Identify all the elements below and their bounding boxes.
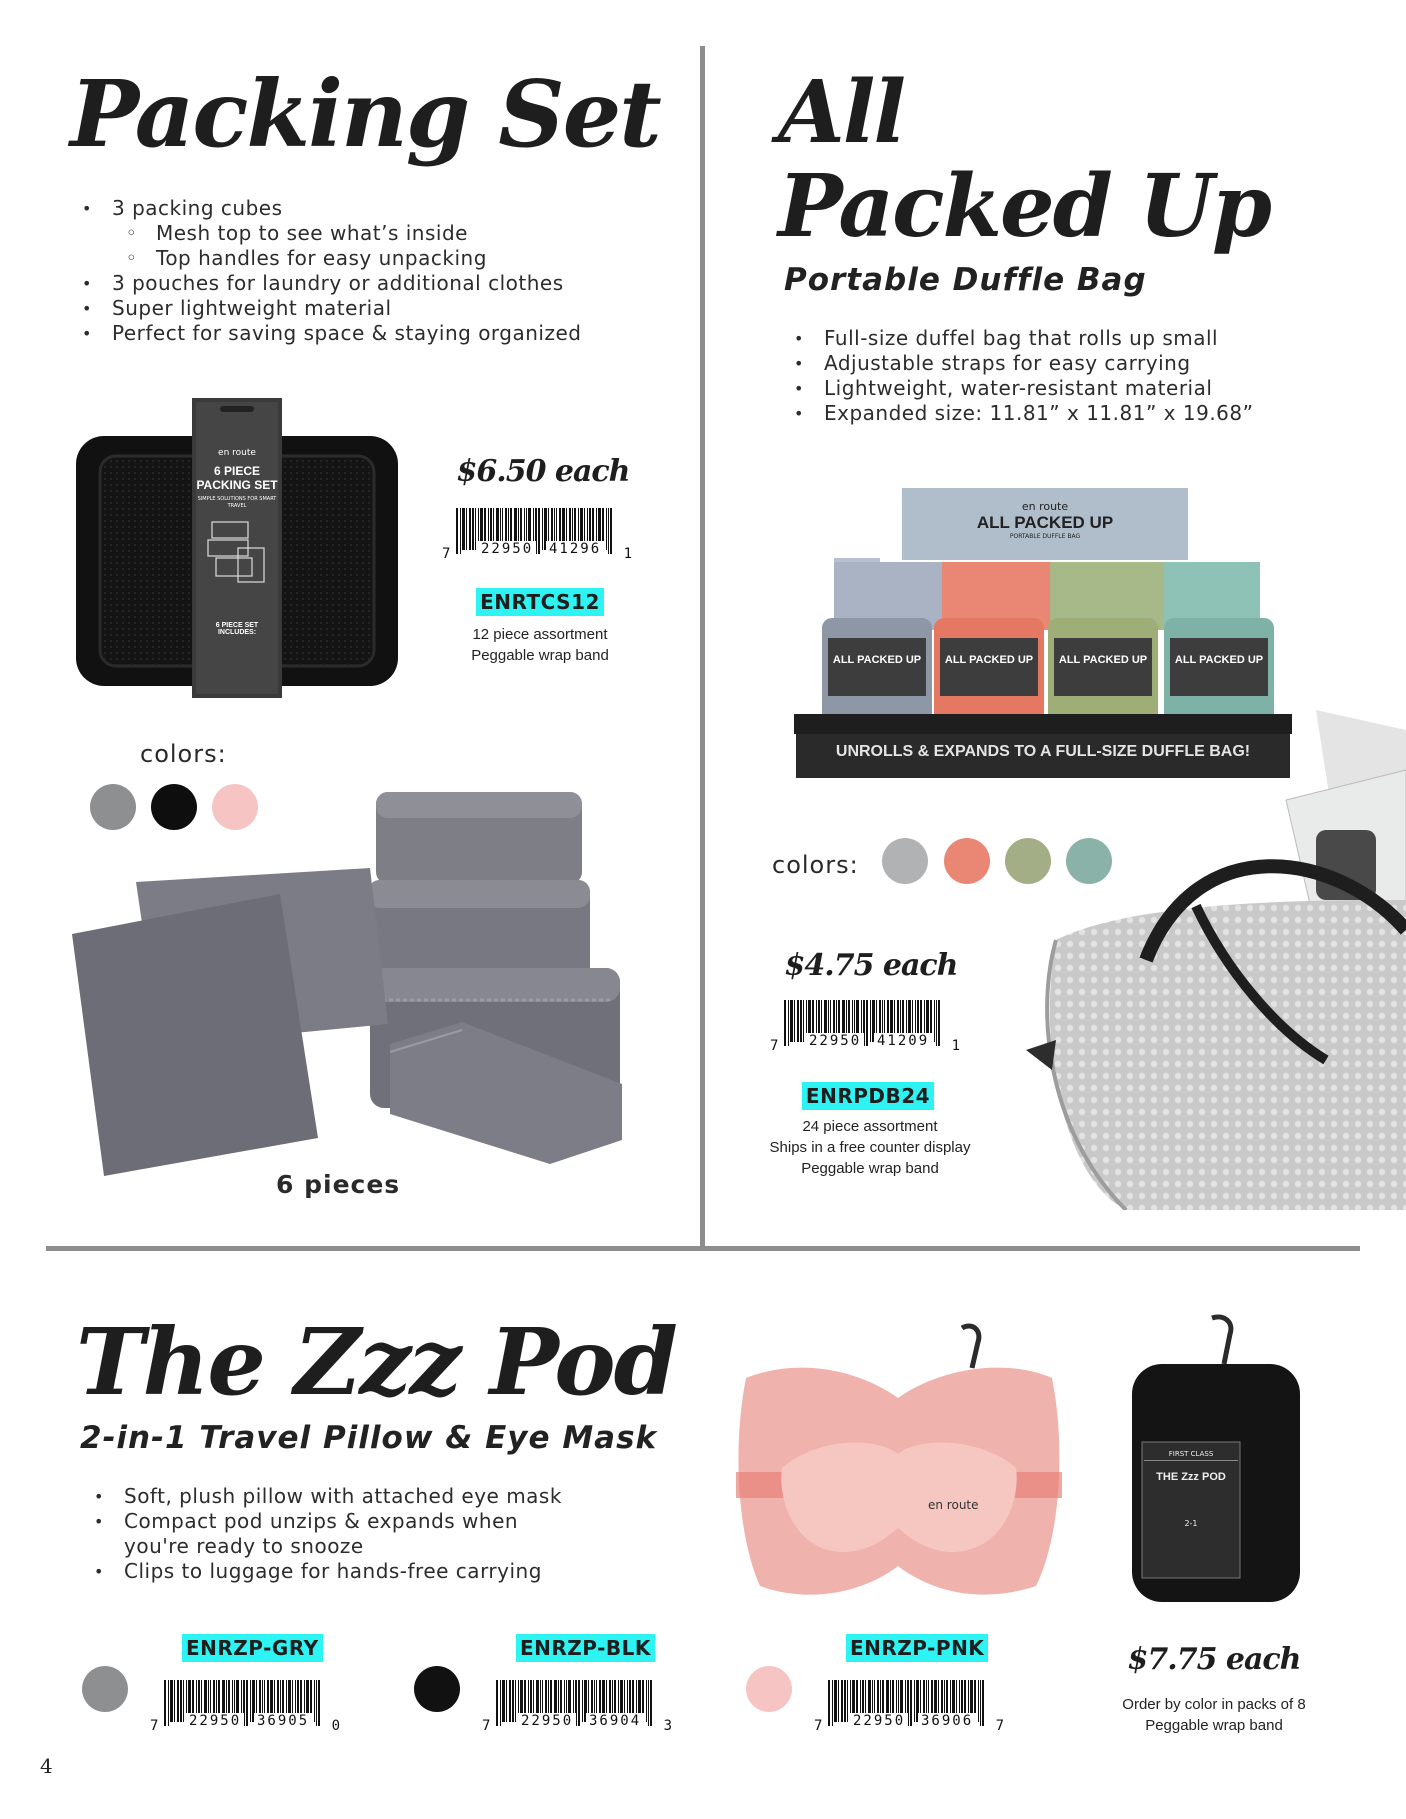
barcode-bar [982,1680,984,1726]
barcode-bar [183,1680,184,1722]
barcode-bar [318,1680,320,1726]
duffle-sku: ENRPDB24 [802,1082,934,1110]
page-number: 4 [40,1754,53,1778]
packing-set-bullets [82,196,642,346]
duffle-subtitle: Portable Duffle Bag [784,262,1147,298]
barcode-bar [460,508,461,554]
barcode-bar [512,1680,514,1722]
packing-set-title: Packing Set [70,60,660,168]
pod-badge: 2-1 [1184,1519,1198,1528]
barcode-bar [797,1000,799,1042]
barcode-bar [606,508,607,550]
barcode-digits-right: 36906 [918,1713,976,1729]
variant-barcode [150,1680,340,1738]
barcode-digits-right: 36905 [254,1713,312,1729]
barcode-bar [648,1680,649,1726]
note-line: Peggable wrap band [1145,1717,1283,1734]
package-name-line2: PACKING SET [196,478,278,492]
list-item: • Full-size duffel bag that rolls up small [794,326,1274,351]
barcode-bar [502,1680,505,1722]
note-line: Order by color in packs of 8 [1122,1696,1306,1713]
barcode-digits-left: 22950 [806,1033,864,1049]
barcode-bar [847,1680,848,1722]
barcode-bar [180,1680,182,1722]
barcode-bar [800,1000,802,1042]
color-swatch-sage[interactable] [1005,838,1051,884]
barcode-bar [578,1680,580,1726]
barcode-bar [914,1680,915,1722]
barcode-bar [828,1680,830,1726]
color-swatch-pink[interactable] [746,1666,792,1712]
list-item: ◦ Mesh top to see what’s inside [82,221,642,246]
note-line: 12 piece assortment [472,626,608,643]
barcode-digit-first: 7 [150,1718,159,1734]
note-line: Peggable wrap band [801,1160,939,1177]
barcode-bar [177,1680,179,1722]
variant-sku: ENRZP-BLK [516,1634,655,1662]
package-name-line1: 6 PIECE [213,464,261,478]
barcode-bar [538,508,540,554]
roll-label: ALL PACKED UP [1058,654,1148,666]
barcode-bar [832,1680,833,1726]
barcode-digits-left: 22950 [850,1713,908,1729]
list-item: • Compact pod unzips & expands when you're ready to snooze [94,1509,564,1559]
display-brand: en route [1021,500,1069,513]
list-item: • Lightweight, water-resistant material [794,376,1274,401]
color-swatch-teal[interactable] [1066,838,1112,884]
list-item: • Adjustable straps for easy carrying [794,351,1274,376]
barcode-digits-left: 22950 [478,541,536,557]
barcode-bar [250,1680,251,1722]
barcode-bar [838,1680,839,1722]
barcode-bar [174,1680,175,1722]
pillow-brand: en route [928,1498,979,1512]
barcode-bar [469,508,471,550]
duffle-title-line1: All [778,62,905,163]
display-header-sub: PORTABLE DUFFLE BAG [1009,533,1081,540]
roll-label: ALL PACKED UP [1174,654,1264,666]
barcode-digit-last: 0 [331,1718,340,1734]
color-swatch-gray[interactable] [82,1666,128,1712]
barcode-bar [980,1680,981,1726]
barcode-bar [500,1680,501,1726]
duffle-notes [740,1116,1000,1179]
barcode-digits-right: 41209 [874,1033,932,1049]
list-item: • Expanded size: 11.81” x 11.81” x 19.68” [794,401,1274,426]
note-line: Peggable wrap band [471,647,609,664]
barcode-bar [509,1680,511,1722]
package-brand: en route [218,448,256,458]
barcode-digit-last: 1 [951,1038,960,1054]
vertical-divider [700,46,705,1246]
package-cubes-icon [204,518,270,588]
packing-cubes-photo [70,784,630,1176]
barcode-digits-right: 36904 [586,1713,644,1729]
duffle-barcode [770,1000,960,1058]
barcode-bar [866,1000,868,1046]
barcode-bar [650,1680,652,1726]
barcode-bar [938,1000,940,1046]
barcode-digit-last: 7 [995,1718,1004,1734]
barcode-bar [168,1680,169,1726]
barcode-digit-first: 7 [770,1038,779,1054]
roll-label: ALL PACKED UP [832,654,922,666]
barcode-bar [170,1680,173,1722]
list-item: • Soft, plush pillow with attached eye mask [94,1484,564,1509]
display-header: ALL PACKED UP [976,513,1114,532]
barcode-bar [841,1680,843,1722]
barcode-digit-first: 7 [442,546,451,562]
barcode-digit-first: 7 [482,1718,491,1734]
pillow-illustration [736,1318,1062,1600]
barcode-digits-left: 22950 [186,1713,244,1729]
zzz-pod-price: $7.75 each [1127,1642,1301,1677]
barcode-bar [784,1000,786,1046]
barcode-bar [472,508,474,550]
pillow-photo [736,1318,1062,1600]
barcode-bar [844,1680,846,1722]
duffle-title-line2: Packed Up [778,156,1270,257]
variant-sku: ENRZP-PNK [846,1634,988,1662]
gray-cubes-illustration [70,784,630,1176]
color-swatch-coral[interactable] [944,838,990,884]
barcode-bar [314,1680,315,1722]
barcode-bar [475,508,476,550]
packing-set-notes [430,624,650,666]
list-item: • 3 pouches for laundry or additional clothes [82,271,642,296]
barcode-bar [978,1680,979,1722]
barcode-bar [456,508,458,554]
color-swatch-black[interactable] [414,1666,460,1712]
barcode-digit-last: 3 [663,1718,672,1734]
pieces-label: 6 pieces [276,1170,401,1199]
barcode-digit-last: 1 [623,546,632,562]
packing-set-sku: ENRTCS12 [476,588,604,616]
barcode-bar [790,1000,793,1042]
duffle-bag-illustration [1016,710,1406,1210]
barcode-bar [246,1680,248,1726]
variant-barcode [814,1680,1004,1738]
packing-set-barcode [442,508,632,566]
barcode-bar [462,508,465,550]
packing-set-price: $6.50 each [456,454,630,489]
barcode-bar [466,508,467,550]
packing-set-photo [72,398,402,698]
list-item: • Clips to luggage for hands-free carrying [94,1559,564,1584]
color-swatch-gray[interactable] [882,838,928,884]
list-item: ◦ Top handles for easy unpacking [82,246,642,271]
pod-tag: FIRST CLASS [1144,1450,1238,1461]
list-item: • Perfect for saving space & staying organized [82,321,642,346]
barcode-bar [870,1000,871,1042]
note-line: 24 piece assortment [802,1118,938,1135]
barcode-bar [834,1680,837,1722]
roll-label: ALL PACKED UP [944,654,1034,666]
horizontal-divider [46,1246,1360,1251]
duffle-bullets [794,326,1274,426]
barcode-bar [582,1680,583,1722]
barcode-digits-right: 41296 [546,541,604,557]
zzz-pod-bullets [94,1484,564,1584]
barcode-bar [542,508,543,550]
package-tagline: SIMPLE SOLUTIONS FOR SMART TRAVEL [197,496,277,509]
barcode-bar [803,1000,804,1042]
pod-name: THE Zzz POD [1156,1471,1226,1483]
barcode-bar [936,1000,937,1046]
zzz-pod-notes [1096,1694,1332,1736]
variant-sku: ENRZP-GRY [182,1634,323,1662]
barcode-bar [788,1000,789,1046]
package-includes: 6 PIECE SET INCLUDES: [215,622,259,636]
display-footer: UNROLLS & EXPANDS TO A FULL-SIZE DUFFLE BAG! [835,743,1251,760]
duffle-colors-label: colors: [772,851,859,879]
barcode-bar [506,1680,507,1722]
duffle-bag-photo [1016,710,1406,1210]
barcode-digits-left: 22950 [518,1713,576,1729]
pod-photo [1126,1314,1306,1604]
barcode-bar [910,1680,912,1726]
barcode-digit-first: 7 [814,1718,823,1734]
barcode-bar [646,1680,647,1722]
duffle-price: $4.75 each [784,948,958,983]
note-line: Ships in a free counter display [769,1139,971,1156]
barcode-bar [934,1000,935,1042]
barcode-bar [794,1000,795,1042]
variant-barcode [482,1680,672,1738]
barcode-bar [515,1680,516,1722]
list-item: • Super lightweight material [82,296,642,321]
barcode-bar [316,1680,317,1726]
barcode-bar [496,1680,498,1726]
barcode-bar [608,508,609,554]
packing-set-colors-label: colors: [140,740,227,768]
barcode-bar [164,1680,166,1726]
list-item: • 3 packing cubes [82,196,642,221]
zzz-pod-title: The Zzz Pod [76,1308,676,1416]
zzz-pod-subtitle: 2-in-1 Travel Pillow & Eye Mask [80,1420,658,1456]
barcode-bar [610,508,612,554]
